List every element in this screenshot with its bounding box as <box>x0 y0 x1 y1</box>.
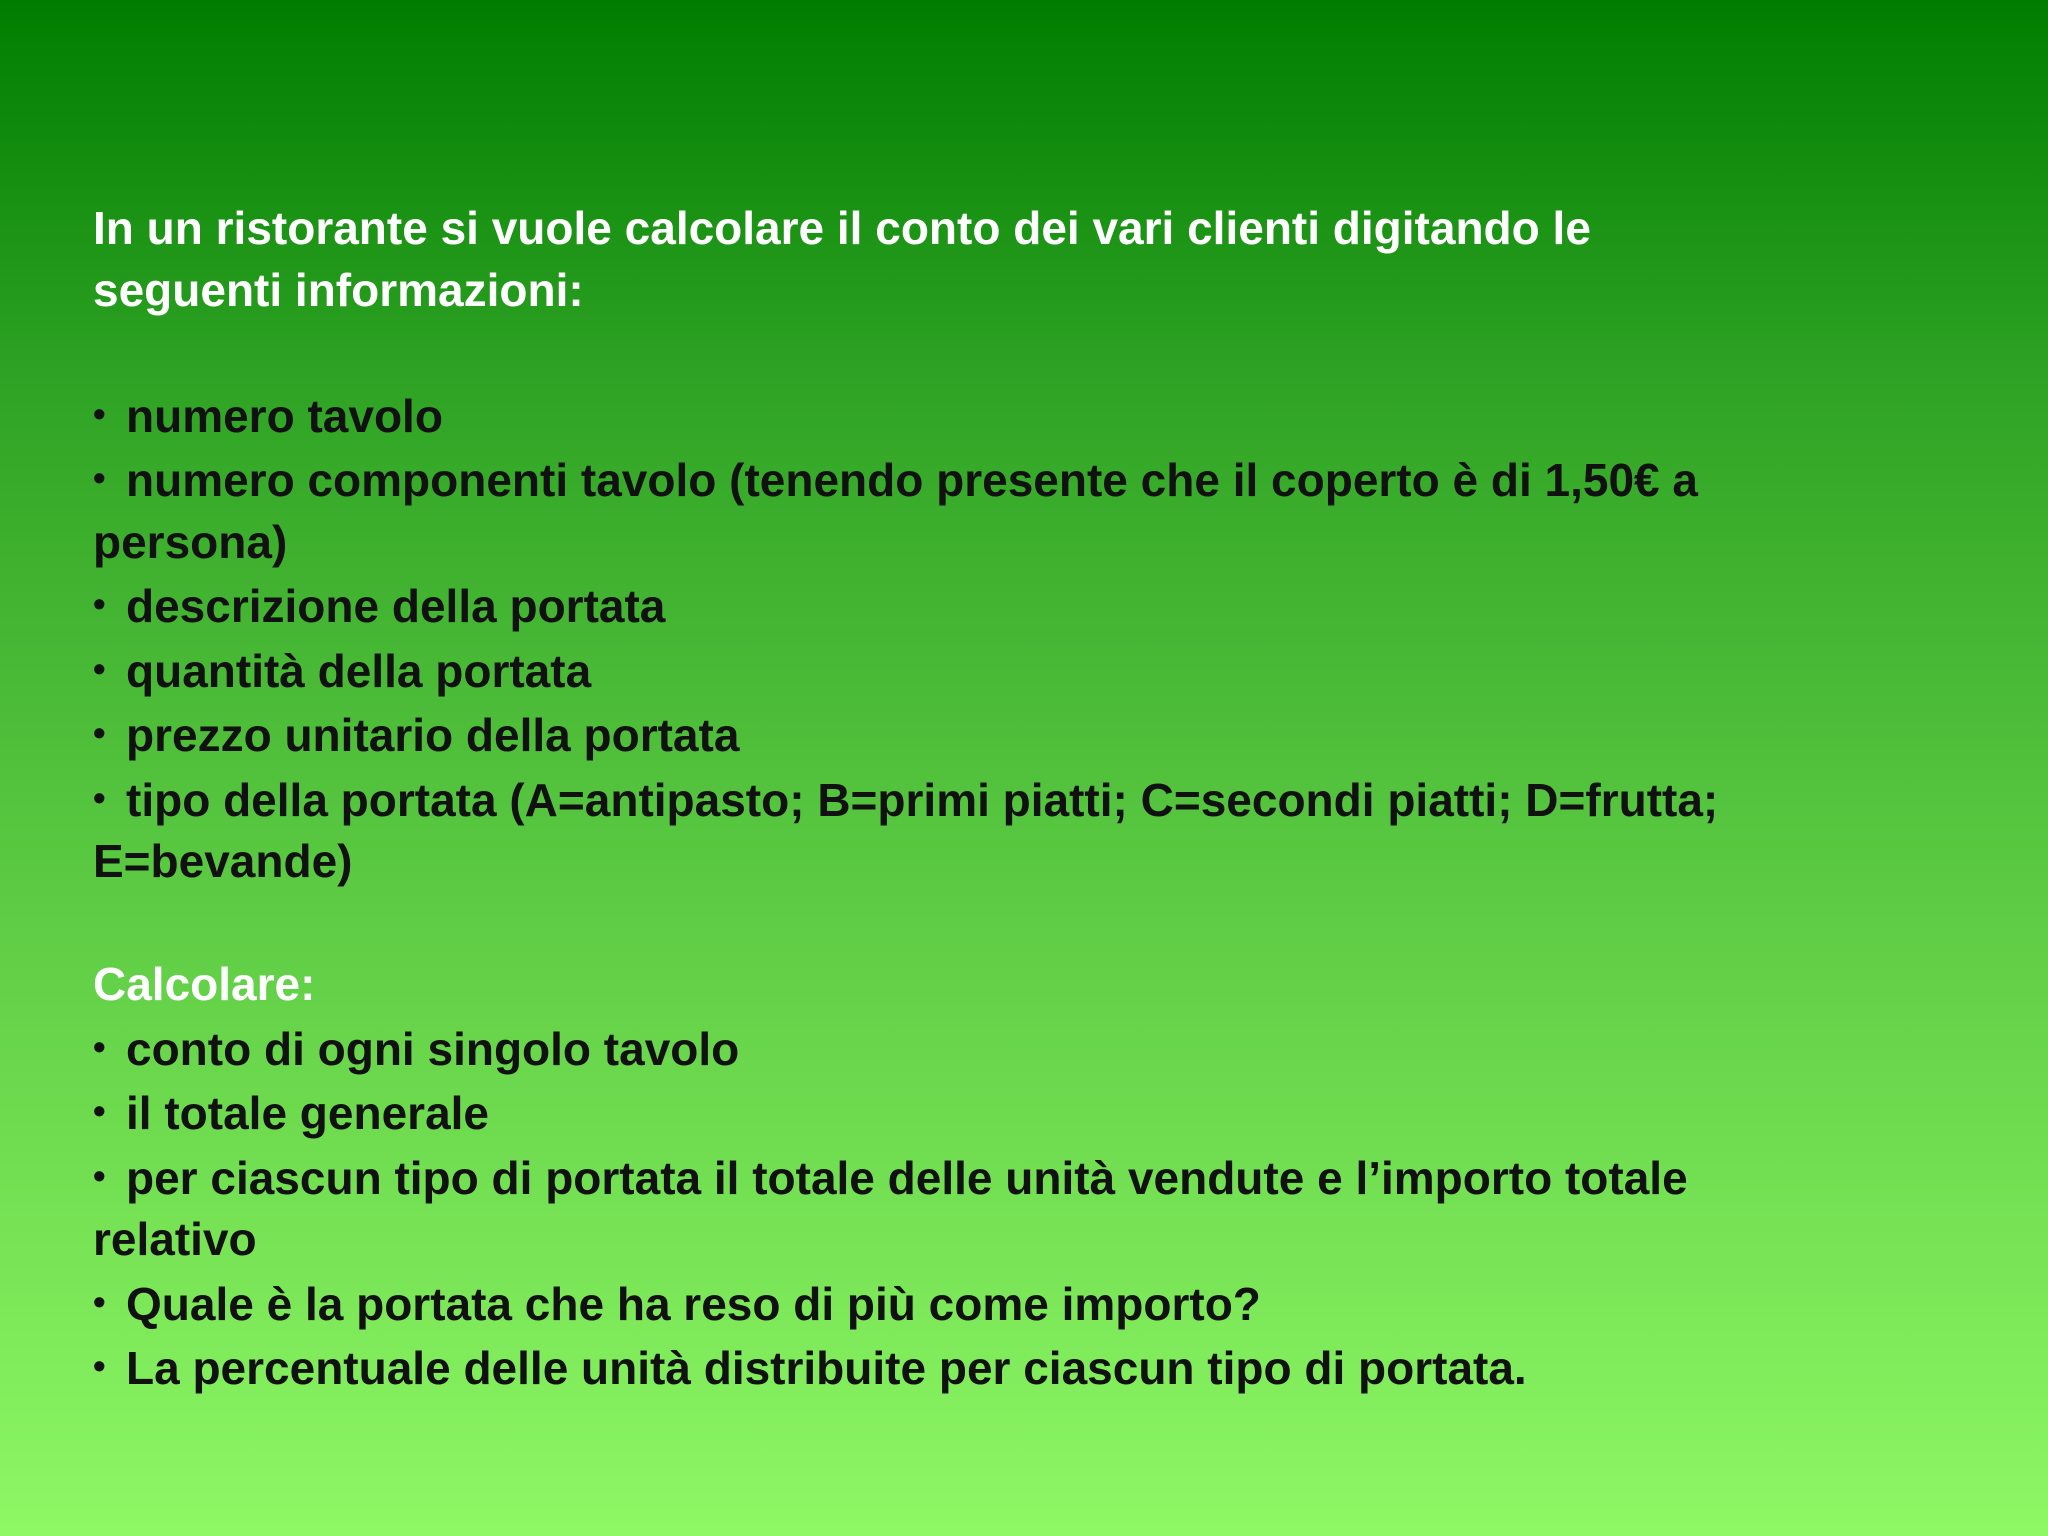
bullet-icon: • <box>93 647 106 689</box>
list-item-text: il totale generale <box>126 1087 490 1139</box>
list-item-text: numero tavolo <box>126 389 443 442</box>
output-bullet-table-bill <box>93 1016 1993 1081</box>
list-item-text: Quale è la portata che ha reso di più come importo? <box>126 1277 1261 1330</box>
list-item-text: quantità della portata <box>126 644 592 697</box>
list-item-text: descrizione della portata <box>126 580 666 632</box>
calc-heading: Calcolare: <box>93 958 316 1010</box>
output-bullet-top-course <box>93 1271 1993 1336</box>
output-bullet-grand-total <box>93 1080 1993 1145</box>
list-item-text: La percentuale delle unità distribuite per ciascun tipo di portata. <box>126 1342 1527 1394</box>
bullet-icon: • <box>93 1280 106 1322</box>
list-item-text: prezzo unitario della portata <box>126 709 740 761</box>
list-item-text: tipo della portata (A=antipasto; B=primi piatti; C=secondi piatti; D=frutta; <box>126 773 1719 826</box>
input-bullet-course-type-continued: E=bevande) <box>93 835 353 887</box>
output-bullet-percentage <box>93 1335 1993 1400</box>
input-bullet-unit-price <box>93 702 1993 767</box>
intro-line-2: seguenti informazioni: <box>93 263 584 316</box>
list-item-text: per ciascun tipo di portata il totale delle unità vendute e l’importo totale <box>126 1151 1688 1204</box>
bullet-icon: • <box>93 712 106 753</box>
input-bullet-diners-continued: persona) <box>93 515 288 568</box>
bullet-icon: • <box>93 1154 106 1196</box>
spacer <box>93 321 1993 383</box>
input-bullet-course-type <box>93 767 1993 832</box>
list-item-text: numero componenti tavolo (tenendo presente che il coperto è di 1,50€ a <box>126 454 1698 506</box>
input-bullet-quantity <box>93 638 1993 703</box>
intro-line-1: In un ristorante si vuole calcolare il conto dei vari clienti digitando le <box>93 202 1591 254</box>
bullet-icon: • <box>93 776 106 818</box>
bullet-icon: • <box>93 1025 106 1067</box>
bullet-icon: • <box>93 1345 106 1386</box>
bullet-icon: • <box>93 457 106 498</box>
input-bullet-diners <box>93 447 1993 512</box>
output-bullet-per-type-totals <box>93 1145 1993 1210</box>
bullet-icon: • <box>93 583 106 624</box>
list-item-text: conto di ogni singolo tavolo <box>126 1022 740 1075</box>
output-bullet-per-type-totals-continued: relativo <box>93 1213 257 1265</box>
input-bullet-description <box>93 573 1993 638</box>
input-bullet-table-number <box>93 383 1993 448</box>
slide-text-block <box>93 198 1993 1400</box>
bullet-icon: • <box>93 392 106 434</box>
spacer <box>93 893 1993 955</box>
bullet-icon: • <box>93 1090 106 1131</box>
